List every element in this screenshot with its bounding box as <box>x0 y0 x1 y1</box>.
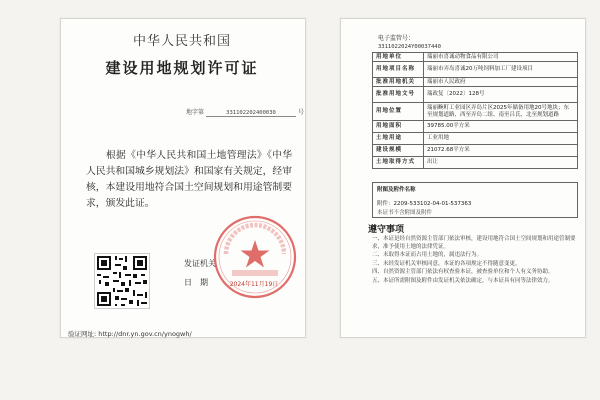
info-row <box>373 121 578 133</box>
qr-code-icon <box>94 253 150 309</box>
cert-suffix: 号 <box>298 109 305 116</box>
notice-list <box>372 236 578 286</box>
info-row-label: 批准用地机关 <box>373 78 424 87</box>
info-row-value: 21072.68平方米 <box>424 145 578 157</box>
info-row-value: 瑞丽市弄岛喜诚20万吨饲料加工厂建设项目 <box>424 62 578 78</box>
info-row-label: 用地面积 <box>373 121 424 133</box>
verification-url[interactable]: 验证网址: http://dnr.yn.gov.cn/ynogwh/ <box>68 330 192 338</box>
country-name: 中华人民共和国 <box>132 34 231 49</box>
info-row <box>373 157 578 169</box>
notice-item: 三、未经发证机关审核同意，本证的各项规定不得随意变更。 <box>372 260 521 267</box>
certificate-title: 建设用地规划许可证 <box>105 59 259 77</box>
notice-item: 五、本证所需附图及附件由发证机关依法确定，与本证具有同等法律效力。 <box>372 277 554 284</box>
notice-title: 遵守事项 <box>368 225 405 235</box>
notice-item: 二、未取得本证而占用土地的，属违法行为。 <box>372 252 483 258</box>
info-row-label: 用地项目名称 <box>373 62 424 78</box>
annex-attachment: 附件：2209-533102-04-01-537363 <box>377 201 472 207</box>
annex-box <box>372 182 578 218</box>
info-row-value: 工业用地 <box>424 133 578 145</box>
cert-number-value: 331102202400030 <box>206 110 296 117</box>
e-supervision-label: 电子监管号： <box>378 35 415 42</box>
info-row-value: 出让 <box>424 157 578 169</box>
info-row-label: 用地单位 <box>373 53 424 62</box>
info-row-label: 建设规模 <box>373 145 424 157</box>
info-row-value: 39785.00平方米 <box>424 121 578 133</box>
info-row <box>373 53 578 62</box>
info-row-label: 批准用地文号 <box>373 87 424 103</box>
issue-date: 2024年11月19日 <box>229 281 279 288</box>
info-row-value: 瑞丽市人民政府 <box>424 78 578 87</box>
info-row-value: 瑞政复〔2022〕128号 <box>424 87 578 103</box>
annex-title: 附图及附件名称 <box>377 187 416 193</box>
info-row <box>373 145 578 157</box>
info-row-label: 用地位置 <box>373 103 424 121</box>
certificate-number <box>186 107 334 117</box>
info-row-label: 土地用途 <box>373 133 424 145</box>
e-supervision-number: 3311022024Y00037440 <box>378 44 441 50</box>
info-row-label: 土地取得方式 <box>373 157 424 169</box>
info-row <box>373 62 578 78</box>
info-row-value: 瑞丽市喜诚动物食品有限公司 <box>424 53 578 62</box>
annex-note: 本证书不含附图及附件 <box>377 210 433 216</box>
date-label: 日 期 <box>184 278 208 287</box>
certificate-body: 根据《中华人民共和国土地管理法》《中华人民共和国城乡规划法》和国家有关规定，经审核，本建设用地符合国土空间规划和用途管制要求，颁发此证。 <box>86 150 292 209</box>
issuer-label: 发证机关 <box>184 259 216 268</box>
notice-item: 一、本证是经自然资源主管部门依法审核，建设用地符合国土空间规划和用途管制要求，准予使用土地的法律凭证。 <box>372 236 576 250</box>
info-row <box>373 103 578 121</box>
cert-prefix: 地字第 <box>186 109 205 116</box>
info-row <box>373 87 578 103</box>
info-row-value: 瑞丽畹町工业园区弄岛片区2025年储备用地20号地块；东至规划道路、西至弄岛二组、南至吕氏、北至规划道路 <box>424 103 578 121</box>
land-info-table <box>372 52 578 169</box>
info-row <box>373 78 578 87</box>
info-row <box>373 133 578 145</box>
notice-item: 四、自然资源主管部门依法有权查验本证，被查验单位和个人有义务协助。 <box>372 269 554 275</box>
